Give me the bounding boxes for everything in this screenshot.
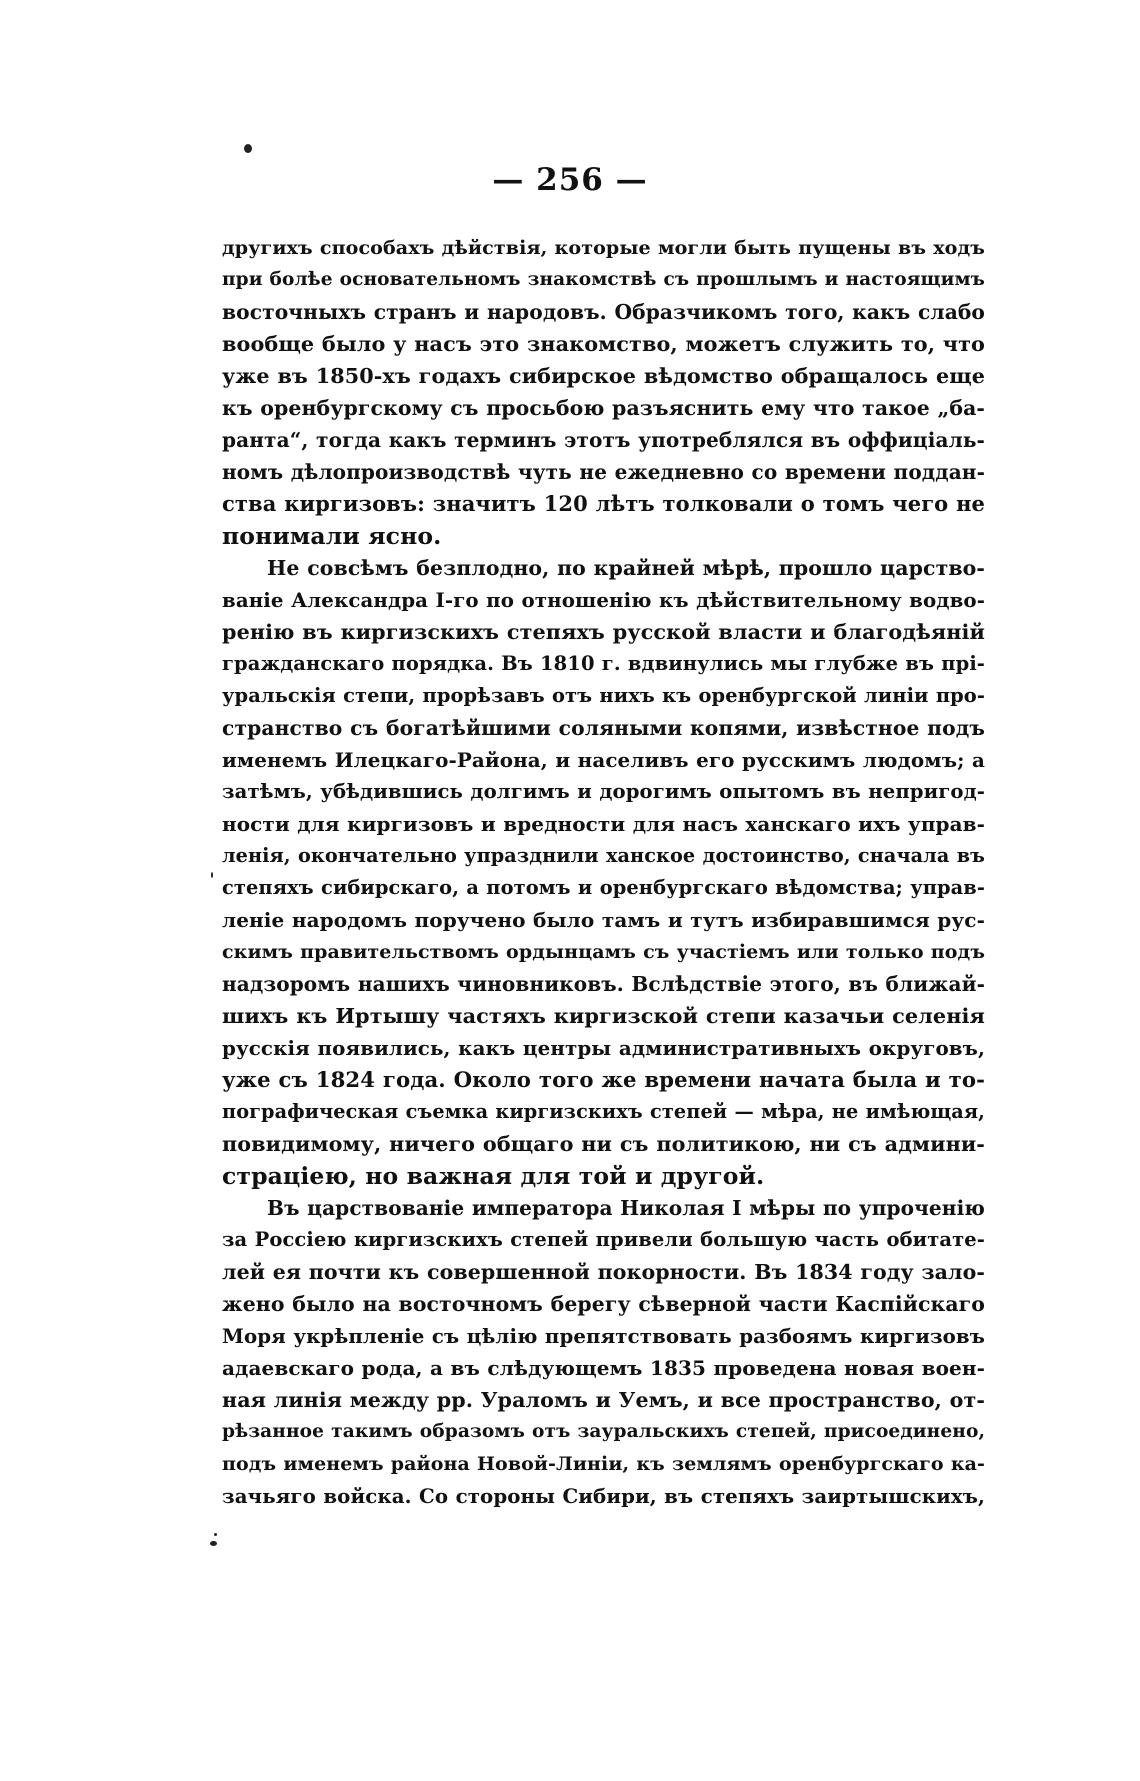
text-line: леніе народомъ поручено было тамъ и тутъ избиравшимся рус-	[222, 908, 985, 932]
paragraph-1	[222, 232, 985, 552]
paragraph-3	[222, 1192, 985, 1512]
text-line: жено было на восточномъ берегу сѣверной части Каспійскаго	[222, 1292, 985, 1316]
text-line: степяхъ сибирскаго, а потомъ и оренбургскаго вѣдомства; управ-	[222, 876, 985, 899]
text-line: восточныхъ странъ и народовъ. Образчикомъ того, какъ слабо	[222, 300, 985, 324]
paragraph-2	[222, 552, 985, 1192]
text-line: ленія, окончательно упразднили ханское достоинство, сначала въ	[222, 844, 985, 867]
text-line: къ оренбургскому съ просьбою разъяснить ему что такое „ба-	[222, 396, 985, 420]
text-line: другихъ способахъ дѣйствія, которые могли быть пущены въ ходъ	[222, 237, 985, 259]
scan-speck-bottom-2	[214, 1533, 217, 1536]
text-line: ности для киргизовъ и вредности для насъ ханскаго ихъ управ-	[222, 812, 985, 836]
text-line: ранта“, тогда какъ терминъ этотъ употреблялся въ оффиціаль-	[222, 428, 985, 452]
text-line: при болѣе основательномъ знакомствѣ съ прошлымъ и настоящимъ	[222, 269, 985, 290]
text-line: страціею, но важная для той и другой.	[222, 1162, 765, 1190]
text-line: уральскія степи, прорѣзавъ отъ нихъ къ оренбургской линіи про-	[222, 684, 985, 707]
page-number: — 256 —	[492, 162, 648, 198]
text-line: надзоромъ нашихъ чиновниковъ. Вслѣдствіе этого, въ ближай-	[222, 972, 985, 996]
text-line: шихъ къ Иртышу частяхъ киргизской степи казачьи селенія	[222, 1003, 985, 1028]
scan-speck-margin	[211, 872, 213, 878]
scan-speck-top	[244, 144, 252, 153]
text-line: Моря укрѣпленіе съ цѣлію препятствовать разбоямъ киргизовъ	[222, 1324, 985, 1348]
text-line: повидимому, ничего общаго ни съ политикою, ни съ админи-	[222, 1132, 985, 1156]
scan-speck-bottom	[210, 1541, 217, 1546]
text-line: гражданскаго порядка. Въ 1810 г. вдвинулись мы глубже въ прі-	[222, 652, 985, 675]
text-line: за Россіею киргизскихъ степей привели большую часть обитате-	[222, 1228, 985, 1251]
text-line: лей ея почти къ совершенной покорности. Въ 1834 году зало-	[222, 1260, 985, 1284]
text-line: затѣмъ, убѣдившись долгимъ и дорогимъ опытомъ въ непригод-	[222, 780, 985, 803]
text-line: пографическая съемка киргизскихъ степей — мѣра, не имѣющая,	[222, 1100, 985, 1123]
text-line: скимъ правительствомъ ордынцамъ съ участіемъ или только подъ	[222, 941, 985, 963]
text-line: странство съ богатѣйшими соляными копями, извѣстное подъ	[222, 716, 985, 740]
text-line: зачьяго войска. Со стороны Сибири, въ степяхъ заиртышскихъ,	[222, 1484, 985, 1508]
text-line: номъ дѣлопроизводствѣ чуть не ежедневно со времени поддан-	[222, 460, 985, 484]
text-line: Не совсѣмъ безплодно, по крайней мѣрѣ, прошло царство-	[267, 556, 985, 580]
text-line: именемъ Илецкаго-Района, и населивъ его русскимъ людомъ; а	[222, 748, 985, 772]
text-line: адаевскаго рода, а въ слѣдующемъ 1835 проведена новая воен-	[222, 1356, 985, 1380]
text-line: вообще было у насъ это знакомство, можетъ служить то, что	[222, 332, 985, 356]
text-line: ваніе Александра I-го по отношенію къ дѣйствительному водво-	[222, 588, 985, 612]
text-line: Въ царствованіе императора Николая I мѣры по упроченію	[267, 1196, 985, 1220]
text-line: русскія появились, какъ центры административныхъ округовъ,	[222, 1036, 985, 1060]
text-line: ренію въ киргизскихъ степяхъ русской власти и благодѣяній	[222, 620, 985, 644]
body-text	[222, 232, 985, 1512]
text-line: ства киргизовъ: значитъ 120 лѣтъ толковали о томъ чего не	[222, 491, 985, 516]
text-line: уже въ 1850-хъ годахъ сибирское вѣдомство обращалось еще	[222, 364, 985, 388]
text-line: понимали ясно.	[222, 522, 442, 550]
text-line: рѣзанное такимъ образомъ отъ зауральскихъ степей, присоединено,	[222, 1421, 985, 1442]
text-line: подъ именемъ района Новой-Линіи, къ землямъ оренбургскаго ка-	[222, 1453, 985, 1475]
text-line: уже съ 1824 года. Около того же времени начата была и то-	[222, 1067, 985, 1092]
text-line: ная линія между рр. Ураломъ и Уемъ, и все пространство, от-	[222, 1388, 985, 1412]
